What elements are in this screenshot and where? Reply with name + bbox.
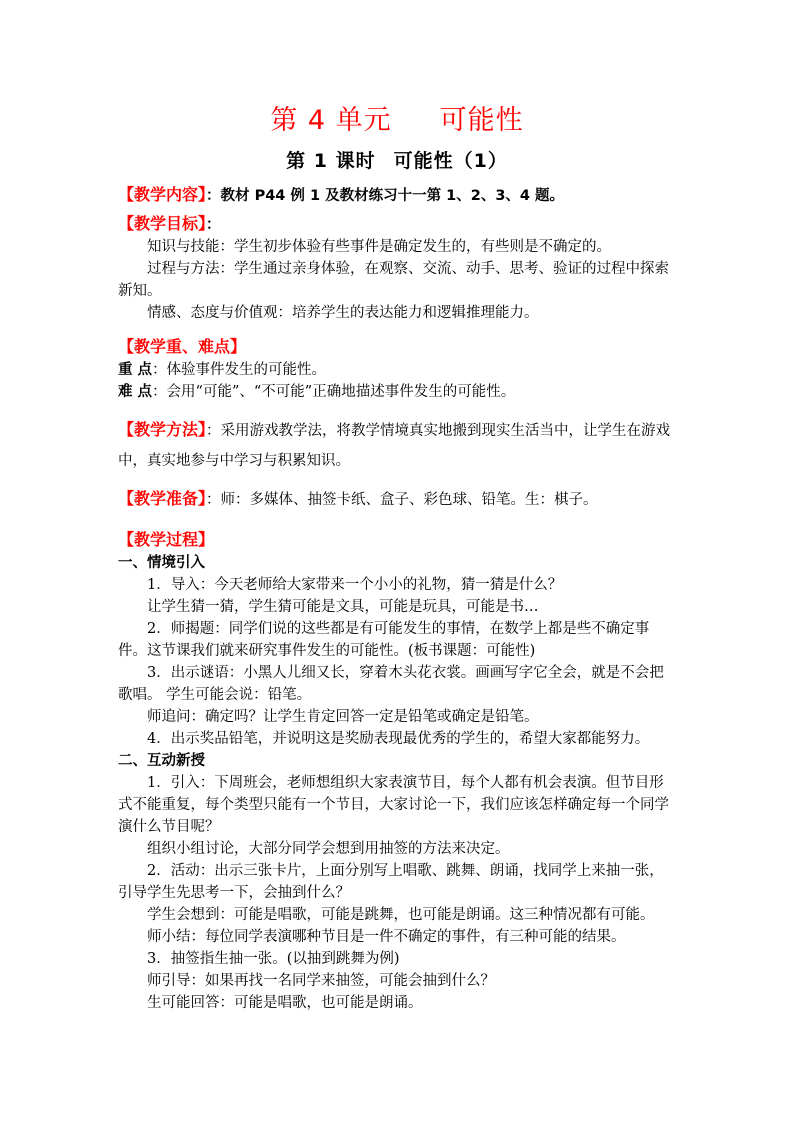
- process-section-1: [118, 552, 678, 750]
- focus-line: [118, 359, 678, 381]
- teaching-goals-heading-line: [118, 213, 678, 236]
- section-title: 一、情境引入: [118, 555, 205, 571]
- focus-label: 重 点: [118, 362, 153, 378]
- goal-item: 情感、态度与价值观：培养学生的表达能力和逻辑推理能力。: [147, 305, 539, 321]
- key-points-heading: 【教学重、难点】: [118, 337, 247, 356]
- paragraph: 组织小组讨论，大部分同学会想到用抽签的方法来决定。: [147, 841, 510, 857]
- teaching-preparation-heading: 【教学准备】: [118, 489, 207, 508]
- lesson-label: 第 1 课时: [286, 150, 376, 172]
- focus-text: ：体验事件发生的可能性。: [152, 362, 327, 378]
- paragraph: 师引导：如果再找一名同学来抽签，可能会抽到什么？: [147, 973, 495, 989]
- teaching-goals-list: [118, 236, 678, 324]
- unit-topic: 可能性: [439, 105, 524, 136]
- teaching-method: [118, 415, 678, 476]
- paragraph: 3．抽签指生抽一张。(以抽到跳舞为例): [147, 951, 400, 967]
- unit-label: 第 4 单元: [270, 105, 392, 136]
- paragraph: 4．出示奖品铅笔，并说明这是奖励表现最优秀的学生的，希望大家都能努力。: [147, 731, 650, 747]
- teaching-method-text: ：采用游戏教学法，将教学情境真实地搬到现实生活当中，让学生在游戏中，真实地参与中学习与积累知识。: [118, 423, 671, 469]
- paragraph: 2．师揭题：同学们说的这些都是有可能发生的事情，在数学上都是些不确定事件。这节课我们就来研究事件发生的可能性。(板书课题：可能性): [118, 621, 650, 659]
- goal-item: 知识与技能：学生初步体验有些事件是确定发生的，有些则是不确定的。: [147, 239, 611, 255]
- difficulty-label: 难 点: [118, 384, 153, 400]
- paragraph: 师追问：确定吗？让学生肯定回答一定是铅笔或确定是铅笔。: [147, 709, 539, 725]
- key-points-heading-line: [118, 336, 678, 359]
- page-title: [0, 98, 794, 137]
- teaching-process-heading: 【教学过程】: [118, 530, 215, 549]
- process-section-2: [118, 750, 678, 1014]
- paragraph: 2．活动：出示三张卡片，上面分别写上唱歌、跳舞、朗诵，找同学上来抽一张，引导学生先思考一下，会抽到什么？: [118, 863, 664, 901]
- paragraph: 1．引入：下周班会，老师想组织大家表演节目，每个人都有机会表演。但节目形式不能重复，每个类型只能有一个节目，大家讨论一下，我们应该怎样确定每一个同学演什么节目呢？: [118, 775, 669, 835]
- difficulty-text: ：会用“可能”、“不可能”正确地描述事件发生的可能性。: [152, 384, 516, 400]
- paragraph: 生可能回答：可能是唱歌，也可能是朗诵。: [147, 995, 423, 1011]
- goal-item: 过程与方法：学生通过亲身体验，在观察、交流、动手、思考、验证的过程中探索新知。: [118, 261, 669, 299]
- teaching-preparation: [118, 488, 678, 511]
- paragraph: 3．出示谜语：小黑人儿细又长，穿着木头花衣裳。画画写字它全会，就是不会把歌唱。 学生可能会说：铅笔。: [118, 665, 664, 703]
- teaching-process-heading-line: [118, 529, 678, 552]
- teaching-preparation-text: ：师：多媒体、抽签卡纸、盒子、彩色球、铅笔。生：棋子。: [206, 492, 598, 508]
- teaching-content: [118, 184, 678, 207]
- lesson-topic: 可能性（1）: [393, 150, 508, 172]
- section-title: 二、互动新授: [118, 753, 205, 769]
- teaching-goals-colon: ：: [206, 217, 221, 233]
- paragraph: 学生会想到：可能是唱歌，可能是跳舞，也可能是朗诵。这三种情况都有可能。: [147, 907, 655, 923]
- paragraph: 1．导入：今天老师给大家带来一个小小的礼物，猜一猜是什么？: [147, 577, 563, 593]
- document-body: [118, 184, 678, 1014]
- paragraph: 让学生猜一猜，学生猜可能是文具，可能是玩具，可能是书…: [147, 599, 539, 615]
- difficulty-line: [118, 381, 678, 403]
- teaching-content-text: ：教材 P44 例 1 及教材练习十一第 1、2、3、4 题。: [206, 188, 565, 204]
- paragraph: 师小结：每位同学表演哪种节目是一件不确定的事件，有三种可能的结果。: [147, 929, 626, 945]
- lesson-subtitle: [0, 146, 794, 173]
- teaching-content-heading: 【教学内容】: [118, 185, 207, 204]
- teaching-goals-heading: 【教学目标】: [118, 214, 207, 233]
- teaching-method-heading: 【教学方法】: [118, 420, 207, 439]
